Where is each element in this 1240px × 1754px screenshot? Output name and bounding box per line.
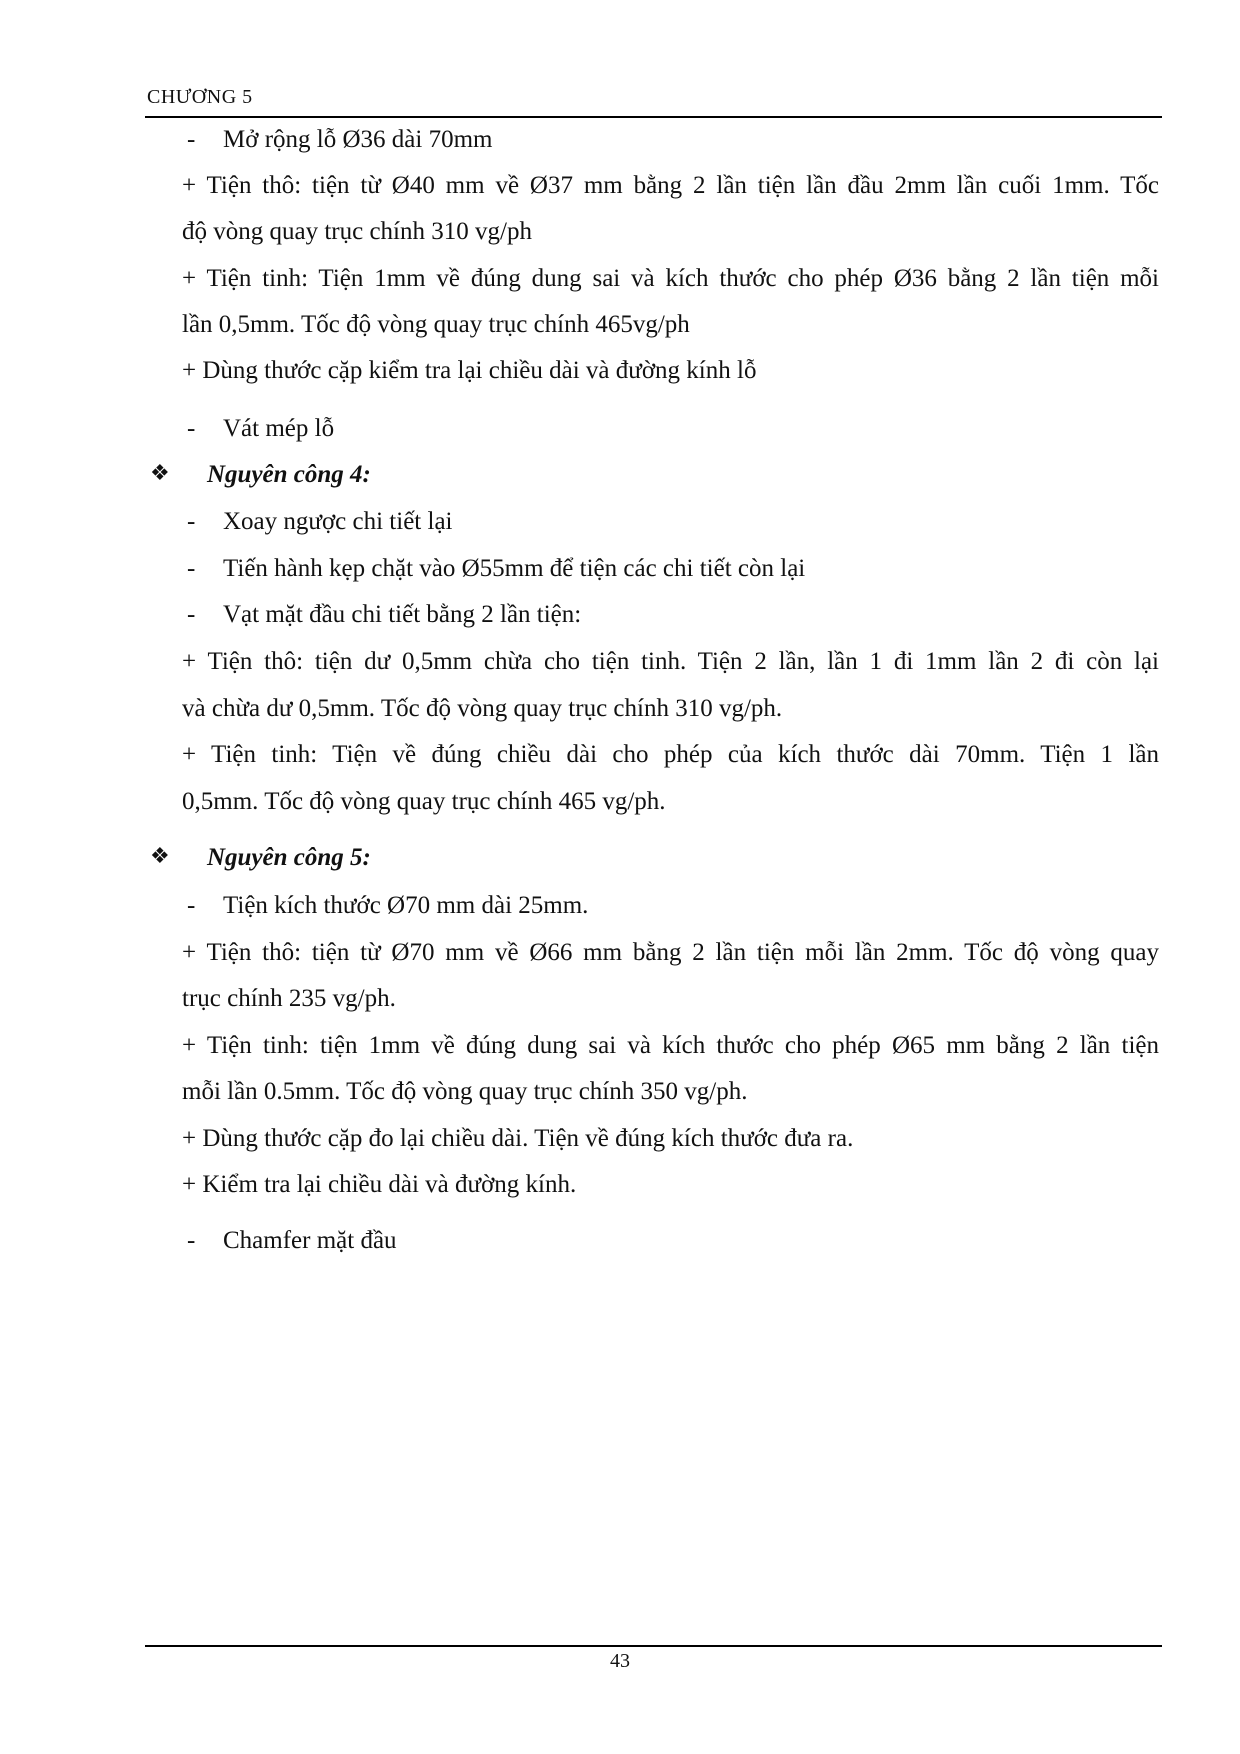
paragraph-line: lần 0,5mm. Tốc độ vòng quay trục chính 465vg/ph xyxy=(182,311,690,338)
bullet-item: Vạt mặt đầu chi tiết bằng 2 lần tiện: xyxy=(223,601,582,628)
footer-divider xyxy=(145,1645,1162,1647)
diamond-bullet-icon: ❖ xyxy=(150,460,170,485)
paragraph-line: + Tiện thô: tiện dư 0,5mm chừa cho tiện tinh. Tiện 2 lần, lần 1 đi 1mm lần 2 đi còn lại xyxy=(182,648,1159,675)
bullet-item: Xoay ngược chi tiết lại xyxy=(223,508,453,535)
bullet-dash: - xyxy=(187,1227,196,1254)
bullet-dash: - xyxy=(187,601,196,628)
section-heading: Nguyên công 4: xyxy=(207,461,371,488)
paragraph-line: và chừa dư 0,5mm. Tốc độ vòng quay trục chính 310 vg/ph. xyxy=(182,695,783,722)
paragraph-line: + Tiện thô: tiện từ Ø40 mm về Ø37 mm bằng 2 lần tiện lần đầu 2mm lần cuối 1mm. Tốc xyxy=(182,172,1159,199)
bullet-item: Vát mép lỗ xyxy=(223,415,335,442)
bullet-dash: - xyxy=(187,126,196,153)
paragraph-line: 0,5mm. Tốc độ vòng quay trục chính 465 vg/ph. xyxy=(182,788,666,815)
bullet-dash: - xyxy=(187,415,196,442)
diamond-bullet-icon: ❖ xyxy=(150,843,170,868)
section-heading: Nguyên công 5: xyxy=(207,844,371,871)
paragraph-line: mỗi lần 0.5mm. Tốc độ vòng quay trục chính 350 vg/ph. xyxy=(182,1078,748,1105)
bullet-item: Tiện kích thước Ø70 mm dài 25mm. xyxy=(223,892,589,919)
paragraph-line: + Tiện tinh: tiện 1mm về đúng dung sai và kích thước cho phép Ø65 mm bằng 2 lần tiện xyxy=(182,1032,1159,1059)
page-header-title: CHƯƠNG 5 xyxy=(147,86,253,108)
paragraph-line: + Kiểm tra lại chiều dài và đường kính. xyxy=(182,1171,577,1198)
paragraph-line: + Tiện tinh: Tiện 1mm về đúng dung sai và kích thước cho phép Ø36 bằng 2 lần tiện mỗi xyxy=(182,265,1159,292)
paragraph-line: + Tiện thô: tiện từ Ø70 mm về Ø66 mm bằng 2 lần tiện mỗi lần 2mm. Tốc độ vòng quay xyxy=(182,939,1159,966)
paragraph-line: trục chính 235 vg/ph. xyxy=(182,985,396,1012)
paragraph-line: + Dùng thước cặp đo lại chiều dài. Tiện về đúng kích thước đưa ra. xyxy=(182,1125,854,1152)
page-number: 43 xyxy=(610,1650,630,1672)
bullet-dash: - xyxy=(187,555,196,582)
bullet-item: Mở rộng lỗ Ø36 dài 70mm xyxy=(223,126,493,153)
bullet-item: Chamfer mặt đầu xyxy=(223,1227,397,1254)
paragraph-line: + Tiện tinh: Tiện về đúng chiều dài cho phép của kích thước dài 70mm. Tiện 1 lần xyxy=(182,741,1159,768)
bullet-item: Tiến hành kẹp chặt vào Ø55mm để tiện các chi tiết còn lại xyxy=(223,555,806,582)
header-divider xyxy=(145,116,1162,118)
paragraph-line: độ vòng quay trục chính 310 vg/ph xyxy=(182,218,532,245)
bullet-dash: - xyxy=(187,508,196,535)
paragraph-line: + Dùng thước cặp kiểm tra lại chiều dài và đường kính lỗ xyxy=(182,357,757,384)
bullet-dash: - xyxy=(187,892,196,919)
